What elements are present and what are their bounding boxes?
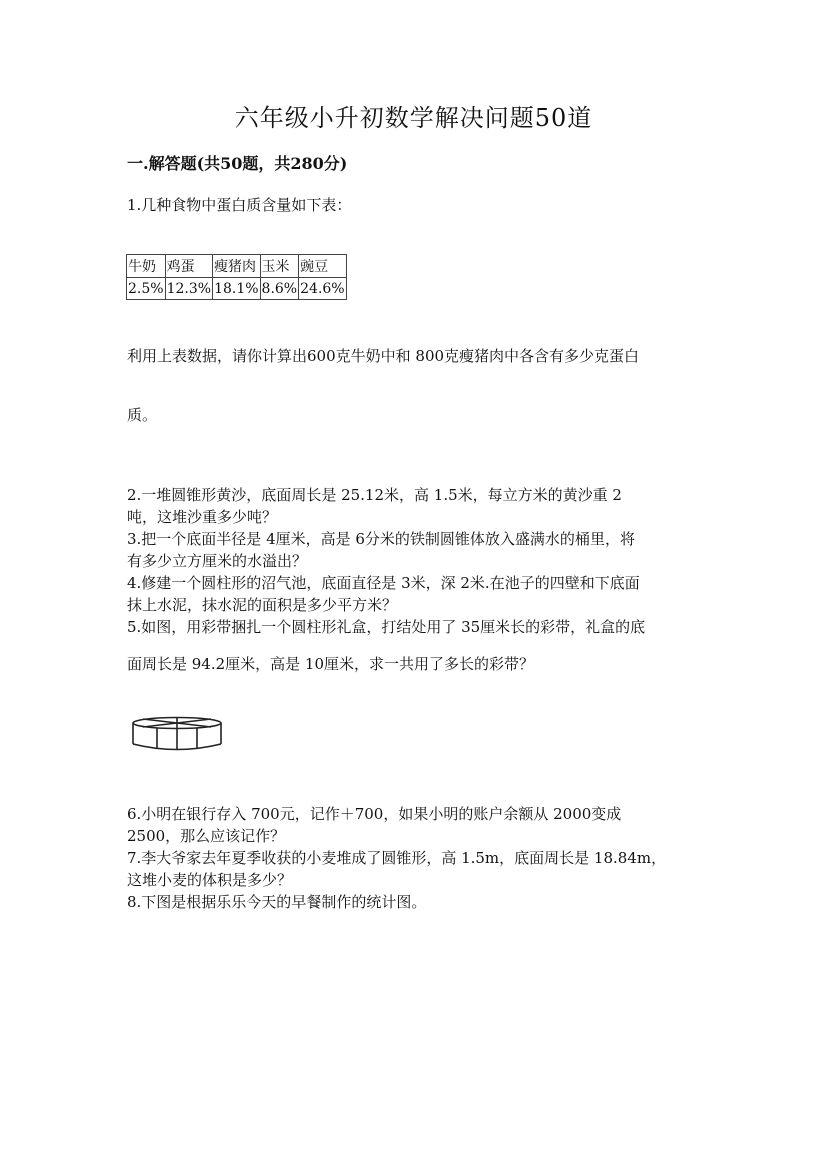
table-cell: 瘦猪肉 [213, 255, 260, 278]
page-title: 六年级小升初数学解决问题50道 [234, 104, 593, 132]
section-heading: 一.解答题(共50题，共280分) [127, 154, 348, 173]
table-cell: 2.5% [127, 278, 166, 300]
question-1-line-2: 质。 [127, 406, 158, 424]
question-3-line-1: 3.把一个底面半径是 4厘米，高是 6分米的铁制圆锥体放入盛满水的桶里，将 [127, 530, 635, 548]
table-cell: 12.3% [165, 278, 212, 300]
table-cell: 8.6% [260, 278, 299, 300]
question-8-line-1: 8.下图是根据乐乐今天的早餐制作的统计图。 [127, 893, 427, 911]
protein-table [126, 254, 347, 300]
question-1-intro: 1.几种食物中蛋白质含量如下表： [127, 196, 352, 214]
table-cell: 牛奶 [127, 255, 166, 278]
question-7-line-2: 这堆小麦的体积是多少？ [127, 871, 293, 889]
table-cell: 24.6% [299, 278, 346, 300]
table-cell: 18.1% [213, 278, 260, 300]
question-1-line-1: 利用上表数据，请你计算出600克牛奶中和 800克瘦猪肉中各含有多少克蛋白 [127, 347, 640, 365]
question-2-line-2: 吨，这堆沙重多少吨？ [127, 508, 278, 526]
table-header-row [127, 255, 347, 278]
cylinder-gift-box-figure [131, 714, 225, 754]
table-row [127, 278, 347, 300]
question-5-line-2: 面周长是 94.2厘米，高是 10厘米，求一共用了多长的彩带？ [127, 655, 535, 673]
question-2-line-1: 2.一堆圆锥形黄沙，底面周长是 25.12米，高 1.5米，每立方米的黄沙重 2 [127, 486, 622, 504]
question-4-line-2: 抹上水泥，抹水泥的面积是多少平方米？ [127, 596, 398, 614]
table-cell: 玉米 [260, 255, 299, 278]
question-3-line-2: 有多少立方厘米的水溢出？ [127, 552, 308, 570]
question-7-line-1: 7.李大爷家去年夏季收获的小麦堆成了圆锥形，高 1.5m，底面周长是 18.84m， [127, 849, 667, 867]
question-4-line-1: 4.修建一个圆柱形的沼气池，底面直径是 3米，深 2米.在池子的四壁和下底面 [127, 574, 640, 592]
table-cell: 鸡蛋 [165, 255, 212, 278]
question-6-line-1: 6.小明在银行存入 700元，记作＋700，如果小明的账户余额从 2000变成 [127, 805, 622, 823]
question-5-line-1: 5.如图，用彩带捆扎一个圆柱形礼盒，打结处用了 35厘米长的彩带，礼盒的底 [127, 618, 646, 636]
table-cell: 豌豆 [299, 255, 346, 278]
question-6-line-2: 2500，那么应该记作？ [127, 827, 286, 845]
